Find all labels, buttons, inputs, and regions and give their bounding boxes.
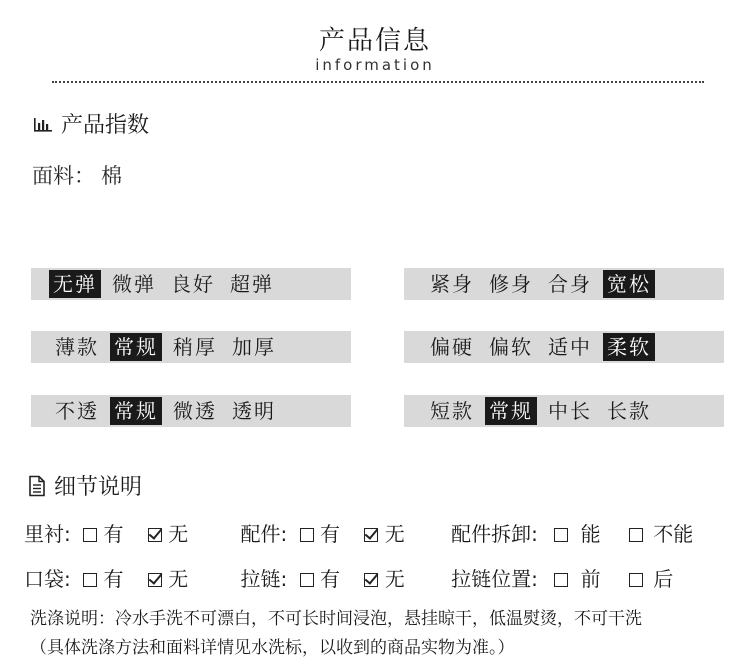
option: 合身 [548,272,592,296]
zipper-no-label: 无 [384,567,405,591]
zipper-front-label: 前 [580,567,601,591]
zipper-position-label: 拉链位置: [451,567,538,591]
option: 修身 [489,272,533,296]
pocket-yes-checkbox[interactable] [83,573,97,587]
detachable-no-checkbox[interactable] [629,528,643,542]
bar-chart-icon [33,116,53,132]
page-subtitle: information [315,56,435,74]
transparency-bar [31,395,351,427]
option-selected: 常规 [485,397,537,425]
thickness-bar [31,331,351,363]
product-index-heading [33,108,149,139]
wash-instructions: 洗涤说明：冷水手洗不可漂白，不可长时间浸泡，悬挂晾干，低温熨烫，不可干洗 [30,609,642,629]
accessories-no-label: 无 [384,522,405,546]
option: 偏硬 [430,335,474,359]
option-selected: 无弹 [49,270,101,298]
option: 微透 [173,399,217,423]
length-bar [404,395,724,427]
softness-bar [404,331,724,363]
accessories-no-checkbox[interactable] [364,528,378,542]
accessories-yes-label: 有 [320,522,341,546]
option: 薄款 [55,335,99,359]
lining-label: 里衬: [24,522,71,546]
detail-row-2 [24,563,673,592]
option: 紧身 [430,272,474,296]
option-selected: 宽松 [603,270,655,298]
pocket-yes-label: 有 [103,567,124,591]
option-selected: 柔软 [603,333,655,361]
option: 短款 [430,399,474,423]
option: 偏软 [489,335,533,359]
detail-title: 细节说明 [54,475,143,500]
accessories-label: 配件: [240,522,288,546]
fabric-label: 面料： [32,164,95,188]
zipper-back-label: 后 [653,567,674,591]
lining-no-checkbox[interactable] [148,528,162,542]
wash-note: （具体洗涤方法和面料详情见水洗标，以收到的商品实物为准。） [30,638,515,658]
zipper-label: 拉链: [240,567,288,591]
option: 超弹 [230,272,274,296]
lining-yes-checkbox[interactable] [83,528,97,542]
option: 透明 [232,399,276,423]
option: 稍厚 [173,335,217,359]
zipper-no-checkbox[interactable] [364,573,378,587]
zipper-yes-checkbox[interactable] [300,573,314,587]
detachable-no-label: 不能 [653,522,694,546]
detail-row-1 [24,518,693,547]
detachable-yes-label: 能 [580,522,601,546]
document-icon [28,475,46,497]
product-index-title: 产品指数 [61,113,150,138]
option: 长款 [607,399,651,423]
elasticity-bar [31,268,351,300]
option: 良好 [171,272,215,296]
detail-heading [28,470,142,501]
fabric-row [32,160,122,190]
option-selected: 常规 [110,333,162,361]
fit-bar [404,268,724,300]
zipper-front-checkbox[interactable] [554,573,568,587]
pocket-no-checkbox[interactable] [148,573,162,587]
zipper-yes-label: 有 [320,567,341,591]
option: 不透 [55,399,99,423]
option-selected: 常规 [110,397,162,425]
accessories-yes-checkbox[interactable] [300,528,314,542]
dotted-divider [52,81,704,83]
option: 微弹 [112,272,156,296]
pocket-label: 口袋: [24,567,71,591]
lining-yes-label: 有 [103,522,124,546]
option: 加厚 [232,335,276,359]
fabric-value: 棉 [101,164,122,188]
pocket-no-label: 无 [168,567,189,591]
lining-no-label: 无 [168,522,189,546]
page-title: 产品信息 [318,26,431,56]
option: 中长 [548,399,592,423]
detachable-label: 配件拆卸: [451,522,538,546]
option: 适中 [548,335,592,359]
detachable-yes-checkbox[interactable] [554,528,568,542]
zipper-back-checkbox[interactable] [629,573,643,587]
